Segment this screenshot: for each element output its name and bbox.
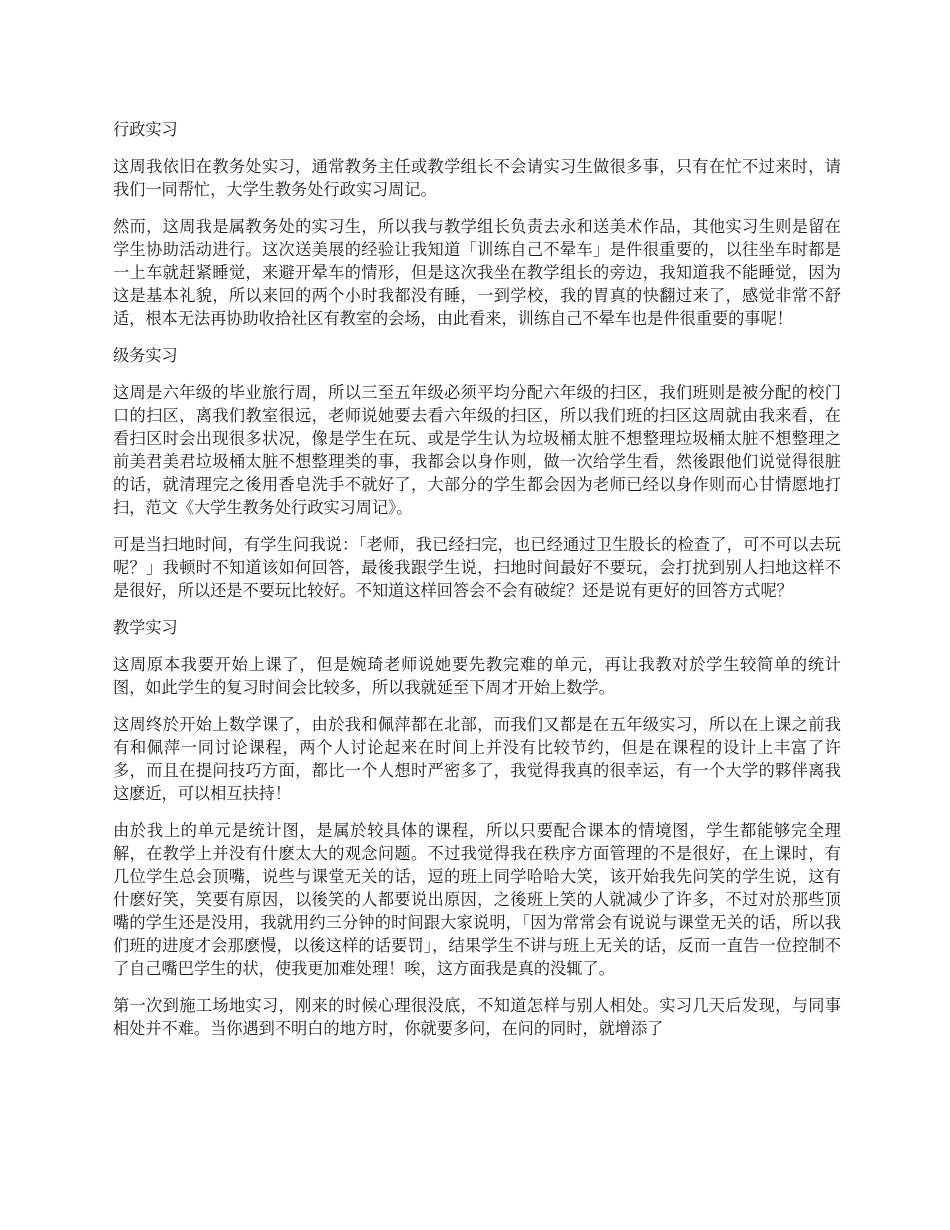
paragraph: 可是当扫地时间，有学生问我说：「老师，我已经扫完，也已经通过卫生股长的检查了，可不可以去玩呢？」我顿时不知道该如何回答，最後我跟学生说，扫地时间最好不要玩，会打扰到别人扫地这样不是很好，所以还是不要玩比较好。不知道这样回答会不会有破绽？还是说有更好的回答方式呢？ — [113, 535, 841, 600]
section-heading-teaching: 教学实习 — [113, 618, 178, 637]
section-heading-admin: 行政实习 — [113, 120, 178, 139]
section-heading-class-affairs: 级务实习 — [113, 346, 178, 365]
paragraph: 由於我上的单元是统计图，是属於较具体的课程，所以只要配合课本的情境图，学生都能够完全理解，在教学上并没有什麽太大的观念问题。不过我觉得我在秩序方面管理的不是很好，在上课时，有几位学生总会顶嘴，说些与课堂无关的话，逗的班上同学哈哈大笑，该开始我先问笑的学生说，这有什麽好笑，笑要有原因，以後笑的人都要说出原因，之後班上笑的人就减少了许多，不过对於那些顶嘴的学生还是没用，我就用约三分钟的时间跟大家说明，「因为常常会有说说与课堂无关的话，所以我们班的进度才会那麽慢，以後这样的话要罚」，结果学生不讲与班上无关的话，反而一直告一位控制不了自己嘴巴学生的状，使我更加难处理！唉，这方面我是真的没辄了。 — [113, 821, 841, 978]
document-body — [113, 118, 841, 1054]
paragraph: 然而，这周我是属教务处的实习生，所以我与教学组长负责去永和送美术作品，其他实习生则是留在学生协助活动进行。这次送美展的经验让我知道「训练自己不晕车」是件很重要的，以往坐车时都是一上车就赶紧睡觉，来避开晕车的情形，但是这次我坐在教学组长的旁边，我知道我不能睡觉，因为这是基本礼貌，所以来回的两个小时我都没有睡，一到学校，我的胃真的快翻过来了，感觉非常不舒适，根本无法再协助收拾社区有教室的会场，由此看来，训练自己不晕车也是件很重要的事呢！ — [113, 217, 841, 328]
paragraph: 这周原本我要开始上课了，但是婉琦老师说她要先教完难的单元，再让我教对於学生较简单的统计图，如此学生的复习时间会比较多，所以我就延至下周才开始上数学。 — [113, 655, 841, 697]
paragraph: 这周终於开始上数学课了，由於我和佩萍都在北部，而我们又都是在五年级实习，所以在上课之前我有和佩萍一同讨论课程，两个人讨论起来在时间上并没有比较节约，但是在课程的设计上丰富了许多，而且在提问技巧方面，都比一个人想时严密多了，我觉得我真的很幸运，有一个大学的夥伴离我这麽近，可以相互扶持！ — [113, 715, 841, 803]
paragraph: 这周我依旧在教务处实习，通常教务主任或教学组长不会请实习生做很多事，只有在忙不过来时，请我们一同帮忙，大学生教务处行政实习周记。 — [113, 157, 841, 199]
paragraph: 这周是六年级的毕业旅行周，所以三至五年级必须平均分配六年级的扫区，我们班则是被分配的校门口的扫区，离我们教室很远，老师说她要去看六年级的扫区，所以我们班的扫区这周就由我来看，在看扫区时会出现很多状况，像是学生在玩、或是学生认为垃圾桶太脏不想整理垃圾桶太脏不想整理之前美君美君垃圾桶太脏不想整理类的事，我都会以身作则，做一次给学生看，然後跟他们说觉得很脏的话，就清理完之後用香皂洗手不就好了，大部分的学生都会因为老师已经以身作则而心甘情愿地打扫，范文《大学生教务处行政实习周记》。 — [113, 383, 841, 517]
paragraph: 第一次到施工场地实习，刚来的时候心理很没底，不知道怎样与别人相处。实习几天后发现，与同事相处并不难。当你遇到不明白的地方时，你就要多问，在问的同时，就增添了 — [113, 996, 841, 1038]
